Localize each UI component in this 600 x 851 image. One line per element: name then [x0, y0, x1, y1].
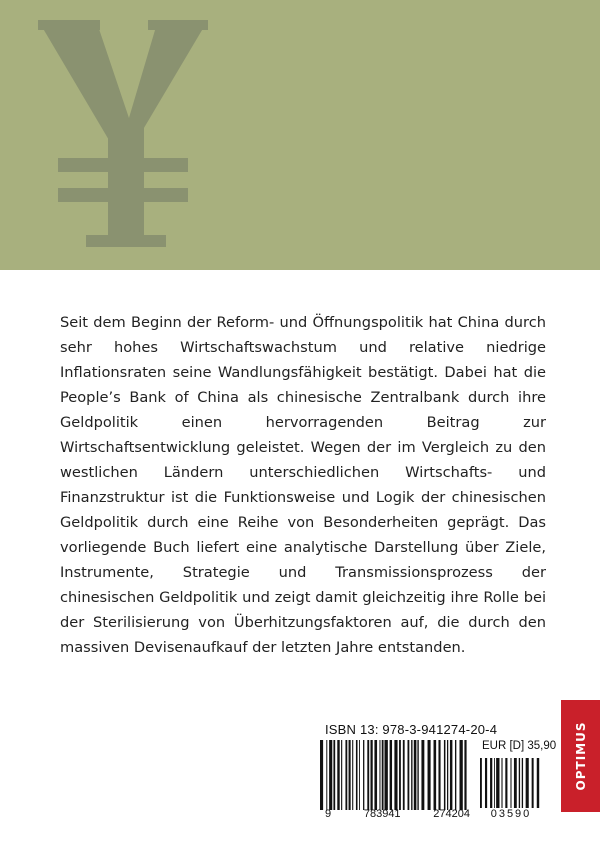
yen-icon — [38, 20, 208, 250]
isbn-label: ISBN 13: 978-3-941274-20-4 — [325, 722, 498, 737]
price-barcode — [480, 758, 542, 808]
cover-top-band — [0, 0, 600, 270]
back-cover-blurb: Seit dem Beginn der Reform- und Öffnungspolitik hat China durch sehr hohes Wirtschaftswachstum und relative niedrige Inflationsraten seine Wandlungsfähigkeit bestätigt. Dabei hat die People’s Bank of China als chinesische Zentralbank durch ihre Geldpolitik einen hervorragenden Beitrag zur Wirtschaftsentwicklung geleistet. Wegen der im Vergleich zu den westlichen Ländern unterschiedlichen Wirtschafts- und Finanzstruktur ist die Funktionsweise und Logik der chinesischen Geldpolitik durch eine Reihe von Besonderheiten geprägt. Das vorliegende Buch liefert eine analytische Darstellung über Ziele, Instrumente, Strategie und Transmissionsprozess der chinesischen Geldpolitik und zeigt damit gleichzeitig ihre Rolle bei der Sterilisierung von Überhitzungsfaktoren auf, die durch den massiven Devisenaufkauf der letzten Jahre entstanden. — [60, 314, 546, 656]
isbn-digit-group-left: 783941 — [363, 808, 401, 820]
isbn-digit-prefix: 9 — [325, 808, 332, 820]
isbn-barcode-digits — [325, 808, 470, 820]
isbn-digit-group-right: 274204 — [433, 808, 470, 820]
price-barcode-digits: 03590 — [490, 808, 532, 820]
price-label: EUR [D] 35,90 — [482, 740, 557, 752]
publisher-name: OPTIMUS — [573, 721, 588, 791]
publisher-tab — [561, 700, 600, 812]
isbn-barcode — [320, 740, 468, 810]
